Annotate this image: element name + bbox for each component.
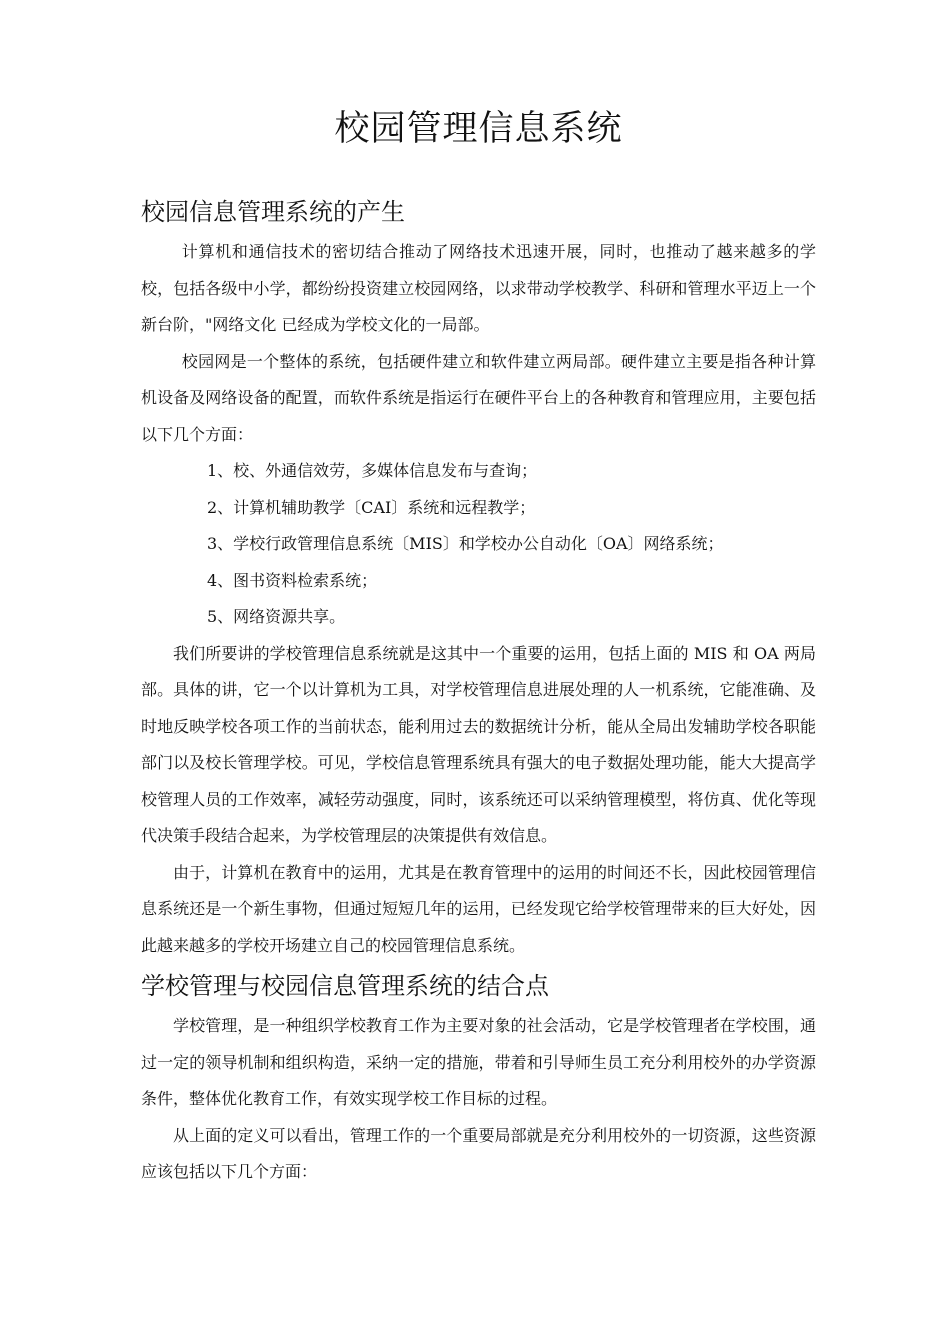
paragraph: 学校管理，是一种组织学校教育工作为主要对象的社会活动，它是学校管理者在学校围，通过一定的领导机制和组织构造，采纳一定的措施，带着和引导师生员工充分利用校外的办学资源条件，整体优化教育工作，有效实现学校工作目标的过程。 [141,1016,816,1108]
section-heading: 学校管理与校园信息管理系统的结合点 [141,972,549,1000]
section-integration [141,968,816,1191]
list-item: 2、计算机辅助教学〔CAI〕系统和远程教学； [207,497,536,517]
paragraph: 从上面的定义可以看出，管理工作的一个重要局部就是充分利用校外的一切资源，这些资源应该包括以下几个方面： [141,1125,816,1181]
list-item: 1、校、外通信效劳，多媒体信息发布与查询； [207,461,538,480]
document-body [141,100,816,1191]
section-heading: 校园信息管理系统的产生 [141,198,405,226]
list-item: 3、学校行政管理信息系统〔MIS〕和学校办公自动化〔OA〕网络系统； [207,534,724,553]
paragraph: 由于，计算机在教育中的运用，尤其是在教育管理中的运用的时间还不长，因此校园管理信息系统还是一个新生事物，但通过短短几年的运用，已经发现它给学校管理带来的巨大好处，因此越来越多的学校开场建立自己的校园管理信息系统。 [141,862,816,955]
section-origin [141,194,816,964]
list-item: 4、图书资料检索系统； [207,570,378,590]
paragraph: 校园网是一个整体的系统，包括硬件建立和软件建立两局部。硬件建立主要是指各种计算机设备及网络设备的配置，而软件系统是指运行在硬件平台上的各种教育和管理应用，主要包括以下几个方面： [141,351,816,444]
paragraph: 我们所要讲的学校管理信息系统就是这其中一个重要的运用，包括上面的 MIS 和 OA 两局部。具体的讲，它一个以计算机为工具，对学校管理信息进展处理的人一机系统，它能准确、及时地反映学校各项工作的当前状态，能利用过去的数据统计分析，能从全局出发辅助学校各职能部门以及校长管理学校。可见，学校信息管理系统具有强大的电子数据处理功能，能大大提高学校管理人员的工作效率，减轻劳动强度，同时，该系统还可以采纳管理模型，将仿真、优化等现代决策手段结合起来，为学校管理层的决策提供有效信息。 [141,643,816,845]
application-list [141,453,816,636]
list-item: 5、网络资源共享。 [207,607,346,626]
paragraph: 计算机和通信技术的密切结合推动了网络技术迅速开展，同时，也推动了越来越多的学校，包括各级中小学，都纷纷投资建立校园网络，以求带动学校教学、科研和管理水平迈上一个新台阶，"网络文化 已经成为学校文化的一局部。 [141,242,816,334]
document-title: 校园管理信息系统 [334,109,623,149]
